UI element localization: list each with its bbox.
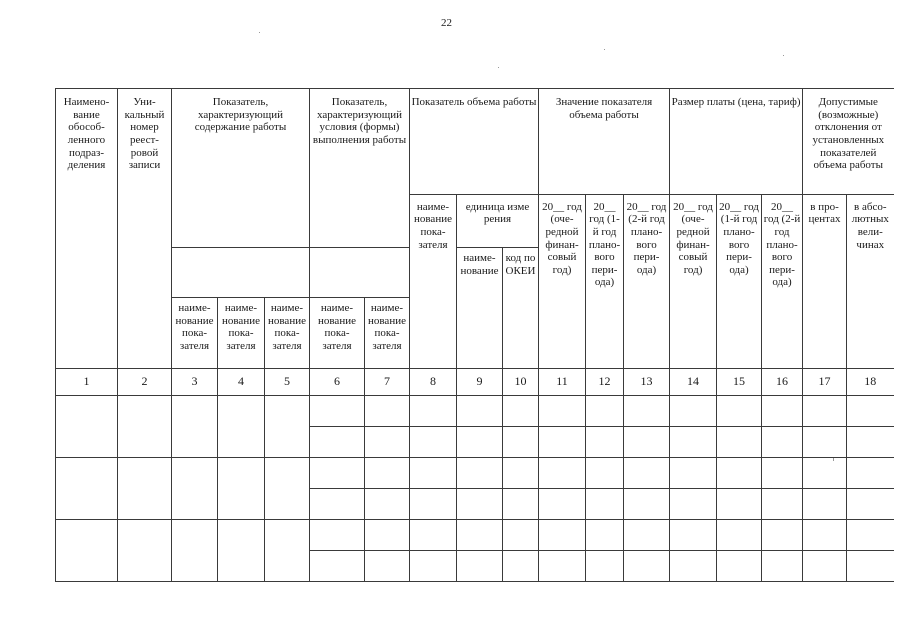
- table-cell: [365, 458, 410, 489]
- table-cell: [586, 427, 624, 458]
- column-number: 3: [172, 368, 218, 396]
- table-cell: [410, 427, 457, 458]
- table-cell: [457, 489, 503, 520]
- table-cell: [847, 396, 894, 427]
- table-cell: [410, 489, 457, 520]
- column-number: 12: [586, 368, 624, 396]
- table-cell: [670, 458, 717, 489]
- header-content-name-2: наиме-нование пока-зателя: [218, 298, 265, 368]
- table-cell: [365, 427, 410, 458]
- header-conditions-indicator: Показатель, характеризующий условия (формы) выполнения работы: [310, 89, 410, 248]
- table-cell: [847, 427, 894, 458]
- table-cell: [803, 427, 847, 458]
- table-cell: [624, 489, 670, 520]
- table-cell: [717, 520, 762, 551]
- column-number: 16: [762, 368, 803, 396]
- table-cell: [539, 427, 586, 458]
- table-cell: [310, 427, 365, 458]
- table-cell: [670, 427, 717, 458]
- table-cell: [410, 396, 457, 427]
- table-cell: [410, 458, 457, 489]
- table-cell: [624, 458, 670, 489]
- table-cell: [172, 458, 218, 520]
- header-deviation-absolute: в абсо-лютных вели-чинах: [847, 194, 894, 368]
- table-cell: [172, 520, 218, 582]
- table-cell: [803, 458, 847, 489]
- table-cell: [586, 489, 624, 520]
- table-cell: [717, 396, 762, 427]
- header-unit-name: наиме-нование: [457, 247, 503, 368]
- table-cell: [118, 458, 172, 520]
- table-cell: [172, 396, 218, 458]
- table-cell: [670, 520, 717, 551]
- header-volume-indicator-name: наиме-нование пока-зателя: [410, 194, 457, 368]
- table-cell: [762, 427, 803, 458]
- header-fee-year-plan1: 20__ год (1-й год плано-вого пери-ода): [717, 194, 762, 368]
- table-cell: [762, 489, 803, 520]
- header-fee-year-plan2: 20__ год (2-й год плано-вого пери-ода): [762, 194, 803, 368]
- table-cell: [503, 550, 539, 581]
- table-cell: [56, 520, 118, 582]
- table-cell: [118, 396, 172, 458]
- header-volume-value: Значение показателя объема работы: [539, 89, 670, 195]
- table-cell: [410, 520, 457, 551]
- table-cell: [847, 520, 894, 551]
- column-number: 13: [624, 368, 670, 396]
- table-cell: [310, 550, 365, 581]
- table-cell: [762, 550, 803, 581]
- table-cell: [717, 550, 762, 581]
- column-number: 11: [539, 368, 586, 396]
- scan-speck: [259, 32, 260, 33]
- header-allowed-deviation: Допустимые (возможные) отклонения от установленных показателей объема работы: [803, 89, 894, 195]
- header-deviation-percent: в про-центах: [803, 194, 847, 368]
- header-value-year-plan2: 20__ год (2-й год плано-вого пери-ода): [624, 194, 670, 368]
- column-number: 9: [457, 368, 503, 396]
- column-number: 8: [410, 368, 457, 396]
- table-cell: [56, 396, 118, 458]
- table-cell: [503, 489, 539, 520]
- column-number: 18: [847, 368, 894, 396]
- table-cell: [847, 458, 894, 489]
- table-cell: [218, 396, 265, 458]
- column-number: 5: [265, 368, 310, 396]
- header-volume-indicator: Показатель объема работы: [410, 89, 539, 195]
- table-cell: [457, 520, 503, 551]
- table-cell: [539, 396, 586, 427]
- table-cell: [586, 396, 624, 427]
- table-cell: [803, 396, 847, 427]
- column-number: 10: [503, 368, 539, 396]
- table-cell: [762, 458, 803, 489]
- header-value-year-plan1: 20__ год (1-й год плано-вого пери-ода): [586, 194, 624, 368]
- table-cell: [847, 489, 894, 520]
- table-cell: [803, 550, 847, 581]
- column-number: 15: [717, 368, 762, 396]
- table-cell: [265, 520, 310, 582]
- scan-speck: [783, 55, 784, 56]
- header-fee-size: Размер платы (цена, тариф): [670, 89, 803, 195]
- table-cell: [310, 489, 365, 520]
- header-content-name-3: наиме-нование пока-зателя: [265, 298, 310, 368]
- header-conditions-spacer: [310, 247, 410, 297]
- column-number: 6: [310, 368, 365, 396]
- header-value-year-current: 20__ год (оче-редной финан-совый год): [539, 194, 586, 368]
- table-cell: [670, 489, 717, 520]
- column-number: 7: [365, 368, 410, 396]
- table-cell: [847, 550, 894, 581]
- table-cell: [365, 396, 410, 427]
- table-cell: [310, 458, 365, 489]
- table-cell: [503, 427, 539, 458]
- table-cell: [762, 396, 803, 427]
- table-cell: [539, 458, 586, 489]
- header-unit-okei-code: код по ОКЕИ: [503, 247, 539, 368]
- table-cell: [265, 396, 310, 458]
- table-cell: [624, 550, 670, 581]
- table-cell: [586, 458, 624, 489]
- table-cell: [762, 520, 803, 551]
- table-cell: [624, 396, 670, 427]
- table-cell: [717, 458, 762, 489]
- table-cell: [670, 396, 717, 427]
- table-cell: [218, 458, 265, 520]
- table-cell: [56, 458, 118, 520]
- table-cell: [310, 520, 365, 551]
- header-content-name-1: наиме-нование пока-зателя: [172, 298, 218, 368]
- column-number: 14: [670, 368, 717, 396]
- column-number: 1: [56, 368, 118, 396]
- header-registry-number: Уни-кальный номер реест-ровой записи: [118, 89, 172, 369]
- table-cell: [803, 520, 847, 551]
- scan-speck: [604, 49, 605, 50]
- header-unit: единица изме рения: [457, 194, 539, 247]
- table-cell: [457, 427, 503, 458]
- table-cell: [624, 427, 670, 458]
- table-cell: [118, 520, 172, 582]
- table-cell: [539, 520, 586, 551]
- table-cell: [457, 396, 503, 427]
- table-cell: [503, 396, 539, 427]
- column-number: 2: [118, 368, 172, 396]
- header-conditions-name-2: наиме-нование пока-зателя: [365, 298, 410, 368]
- table-cell: [539, 550, 586, 581]
- header-subdivision-name: Наимено-вание обособ-ленного подраз-деления: [56, 89, 118, 369]
- work-volume-table: [55, 88, 894, 582]
- table-cell: [586, 550, 624, 581]
- table-cell: [365, 520, 410, 551]
- table-cell: [365, 489, 410, 520]
- header-fee-year-current: 20__ год (оче-редной финан-совый год): [670, 194, 717, 368]
- table-cell: [539, 489, 586, 520]
- table-cell: [717, 489, 762, 520]
- table-cell: [717, 427, 762, 458]
- table-cell: [670, 550, 717, 581]
- table-cell: [410, 550, 457, 581]
- table-cell: [365, 550, 410, 581]
- table-cell: [457, 458, 503, 489]
- table-cell: [310, 396, 365, 427]
- page-number: 22: [441, 17, 452, 29]
- header-content-indicator: Показатель, характеризующий содержание работы: [172, 89, 310, 248]
- table-cell: [803, 489, 847, 520]
- column-number: 4: [218, 368, 265, 396]
- table-cell: [503, 520, 539, 551]
- table-cell: [218, 520, 265, 582]
- column-number: 17: [803, 368, 847, 396]
- header-conditions-name-1: наиме-нование пока-зателя: [310, 298, 365, 368]
- header-content-spacer: [172, 247, 310, 297]
- table-cell: [586, 520, 624, 551]
- table-cell: [457, 550, 503, 581]
- table-cell: [503, 458, 539, 489]
- table-cell: [624, 520, 670, 551]
- table-cell: [265, 458, 310, 520]
- scan-speck: [498, 67, 499, 68]
